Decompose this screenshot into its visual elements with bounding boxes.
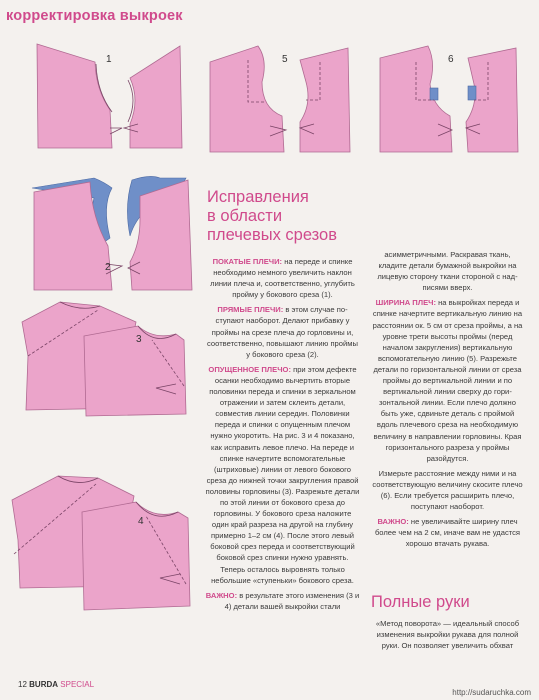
figure-label-6: 6 <box>448 54 454 65</box>
brand-edition: SPECIAL <box>60 680 95 689</box>
figure-label-2: 2 <box>105 262 111 273</box>
figure-5 <box>210 46 350 152</box>
paragraph: ВАЖНО: в результате этого изменения (3 и 4) детали вашей выкройки стали <box>205 590 360 611</box>
figure-label-4: 4 <box>138 516 144 527</box>
paragraph: ПОКАТЫЕ ПЛЕЧИ: на переде и спинке необходимо немного увеличить наклон линии плеча и, соответственно, углубить пройму у бокового среза (1). <box>210 257 355 300</box>
section-subtitle: Полные руки <box>371 593 470 611</box>
paragraph: ШИРИНА ПЛЕЧ: на выкройках переда и спинке начертите вертикальную линию на расстоянии ок. 5 см от среза проймы, а на уровне трети высоты проймы (перед началом закругления) вертикальную вспомогательную линию (5). Разрежьте детали по горизонтальной линии от среза проймы до вертикальной линии и по вертикальной линии сверху до горизонтальной линии. Если плечо должно быть уже, сдвиньте деталь с проймой вдоль плечевого среза на необходимую величину в направлении горловины. Края горизонтального разреза у проймы разойдутся. <box>372 298 523 463</box>
figure-6 <box>380 46 518 152</box>
watermark-url: http://sudaruchka.com <box>452 688 531 697</box>
figure-2 <box>32 176 192 290</box>
text-column-1 <box>205 256 360 616</box>
paragraph: асимметричными. Раскравая ткань, кладите детали бумажной выкройки на лицевую сторону ткани стороной с надписями вверх. <box>377 250 518 293</box>
paragraph: «Метод поворота» — идеальный способ изменения выкройки рукава для полной руки. Он позволяет увеличить обхват <box>375 619 520 651</box>
text-column-2 <box>370 249 525 553</box>
page-number: 12 <box>18 680 27 689</box>
figure-1 <box>37 44 182 148</box>
text-column-3 <box>370 618 525 655</box>
figure-4 <box>12 476 190 610</box>
paragraph: ПРЯМЫЕ ПЛЕЧИ: в этом случае поступают наоборот. Делают прибавку у проймы на срезе плеча до горловины и, соответственно, повышают линию проймы у бокового среза (2). <box>207 305 358 359</box>
paragraph: ОПУЩЕННОЕ ПЛЕЧО: при этом дефекте осанки необходимо вычертить вторые половинки переда и спинки в зеркальном отражении и затем склеить детали, совместив линии середин. Половинки переда и спинки с опущенным плечом нужно укоротить. На рис. 3 и 4 показано, как исправить левое плечо. На переде и спинке начертите вспомогательные (штриховые) линии от левого бокового среза до нижней точки закругления правой половины горловины (3). Разрежьте детали по этой линии от бокового среза до горловины. У бокового среза наложите один край разреза на другой на глубину примерно 1–2 см (4). После этого левый боковой срез переда и соответствующий боковой срез спинки нужно уравнять. Теперь осталось выровнять только небольшие «ступеньки» бокового среза. <box>205 364 360 585</box>
page-header: корректировка выкроек <box>6 8 183 24</box>
figure-3 <box>22 302 186 416</box>
paragraph: Измерьте расстояние между ними и на соответствующую величину скосите плечо (6). Если требуется расширить плечо, поступают наоборот. <box>372 468 523 512</box>
figure-label-1: 1 <box>106 54 112 65</box>
section-title: Исправления в области плечевых срезов <box>207 188 337 244</box>
figure-label-5: 5 <box>282 54 288 65</box>
figure-label-3: 3 <box>136 334 142 345</box>
brand-name: BURDA <box>29 680 59 689</box>
page-footer <box>18 680 94 689</box>
paragraph: ВАЖНО: не увеличивайте ширину плеч более чем на 2 см, иначе вам не удастся хорошо втачать рукава. <box>374 517 521 549</box>
